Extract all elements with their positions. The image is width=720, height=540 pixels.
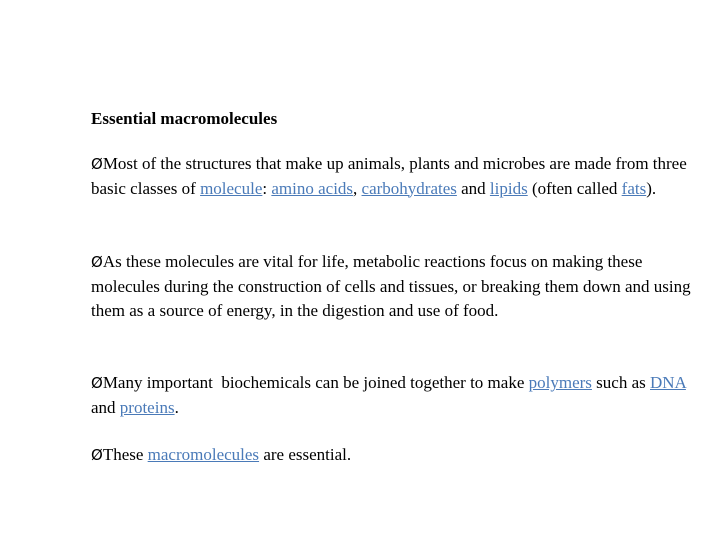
text-segment: ). bbox=[646, 178, 657, 198]
text-segment: and bbox=[91, 397, 120, 417]
text-segment: (often called bbox=[527, 178, 622, 198]
arrow-bullet-icon: Ø bbox=[91, 155, 103, 173]
slide-title: Essential macromolecules bbox=[91, 109, 278, 128]
bullet-paragraph-1 bbox=[91, 152, 691, 201]
text-segment: These bbox=[102, 445, 148, 464]
link-carbohydrates[interactable]: carbohydrates bbox=[361, 178, 457, 198]
bullet-paragraph-3 bbox=[91, 371, 691, 420]
bullet-paragraph-2 bbox=[91, 250, 691, 324]
link-lipids[interactable]: lipids bbox=[489, 178, 528, 198]
link-polymers[interactable]: polymers bbox=[528, 373, 592, 392]
text-segment: As these molecules are vital for life, metabolic reactions focus on making these molecules during the construction of cells and tissues, or breaking them down and using them as a source of energy, in the digestion and use of food. bbox=[91, 252, 691, 320]
arrow-bullet-icon: Ø bbox=[91, 374, 103, 392]
link-proteins[interactable]: proteins bbox=[119, 397, 175, 417]
link-fats[interactable]: fats bbox=[621, 178, 647, 198]
text-segment: such as bbox=[591, 373, 650, 392]
link-molecule[interactable]: molecule bbox=[200, 178, 263, 198]
text-segment: and bbox=[456, 178, 490, 198]
arrow-bullet-icon: Ø bbox=[91, 446, 103, 464]
bullet-paragraph-4 bbox=[91, 443, 691, 468]
text-segment: are essential. bbox=[259, 445, 352, 464]
arrow-bullet-icon: Ø bbox=[91, 253, 103, 271]
link-dna[interactable]: DNA bbox=[650, 373, 686, 392]
text-segment: Many important biochemicals can be joined together to make bbox=[102, 373, 529, 392]
link-amino-acids[interactable]: amino acids bbox=[271, 178, 354, 198]
link-macromolecules[interactable]: macromolecules bbox=[147, 445, 260, 464]
text-segment: Most of the structures that make up animals, plants and microbes are made from three basic classes of bbox=[91, 154, 687, 198]
text-segment: : bbox=[262, 178, 272, 198]
text-segment: . bbox=[174, 397, 179, 417]
text-segment: , bbox=[353, 178, 362, 198]
